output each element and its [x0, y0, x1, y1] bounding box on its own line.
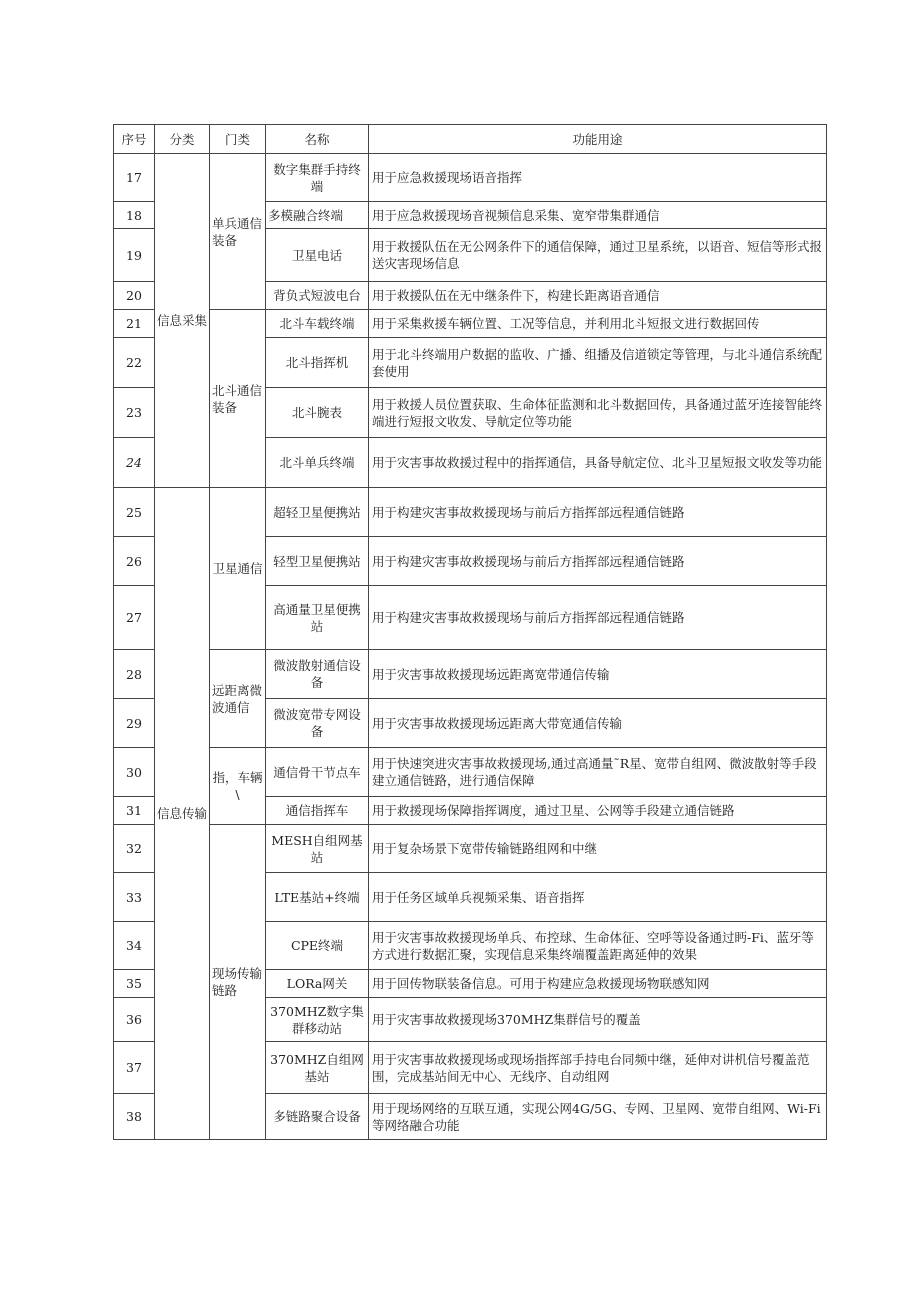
row-no: 24: [114, 438, 155, 488]
table-row: [114, 488, 827, 537]
row-function: 用于灾害事故救援现场单兵、布控球、生命体征、空呼等设备通过眄-Fi、蓝牙等方式进行数据汇聚，实现信息采集终端覆盖距离延伸的效果: [369, 922, 827, 970]
row-name: 370MHZ数字集群移动站: [266, 998, 369, 1042]
row-function: 用于构建灾害事故救援现场与前后方指挥部远程通信链路: [369, 537, 827, 586]
row-function: 用于北斗终端用户数据的监收、广播、组播及信道锁定等管理，与北斗通信系统配套使用: [369, 338, 827, 388]
row-no: 27: [114, 586, 155, 650]
row-function: 用于采集救援车辆位置、工况等信息，并利用北斗短报文进行数据回传: [369, 310, 827, 338]
row-name: LTE基站+终端: [266, 873, 369, 922]
subcategory-cell: 单兵通信装备: [210, 154, 266, 310]
row-no: 29: [114, 699, 155, 748]
row-function: 用于现场网络的互联互通，实现公网4G/5G、专网、卫星网、宽带自组网、Wi-Fi等网络融合功能: [369, 1094, 827, 1140]
subcategory-cell: 卫星通信: [210, 488, 266, 650]
row-function: 用于回传物联装备信息。可用于构建应急救援现场物联感知网: [369, 970, 827, 998]
row-name: 背负式短波电台: [266, 282, 369, 310]
row-function: 用于灾害事故救援现场370MHZ集群信号的覆盖: [369, 998, 827, 1042]
header-subcategory: 门类: [210, 125, 266, 154]
row-name: CPE终端: [266, 922, 369, 970]
row-no: 23: [114, 388, 155, 438]
row-no: 20: [114, 282, 155, 310]
row-function: 用于灾害事故救援现场远距离大带宽通信传输: [369, 699, 827, 748]
row-function: 用于灾害事故救援现场远距离宽带通信传输: [369, 650, 827, 699]
row-function: 用于救援队伍在无中继条件下，构建长距离语音通信: [369, 282, 827, 310]
row-name: 多模融合终端: [266, 202, 369, 229]
row-name: MESH自组网基站: [266, 825, 369, 873]
category-cell: 信息采集: [155, 154, 210, 488]
row-function: 用于救援人员位置获取、生命体征监测和北斗数据回传，具备通过蓝牙连接智能终端进行短报文收发、导航定位等功能: [369, 388, 827, 438]
header-category: 分类: [155, 125, 210, 154]
header-no: 序号: [114, 125, 155, 154]
table-row: [114, 748, 827, 797]
row-function: 用于快速突进灾害事故救援现场,通过高通量˜R星、宽带自组网、微波散射等手段建立通信链路，进行通信保障: [369, 748, 827, 797]
row-no: 26: [114, 537, 155, 586]
subcategory-cell: 指，车辆\: [210, 748, 266, 825]
row-no: 25: [114, 488, 155, 537]
row-function: 用于复杂场景下宽带传输链路组网和中继: [369, 825, 827, 873]
row-name: 轻型卫星便携站: [266, 537, 369, 586]
row-no: 32: [114, 825, 155, 873]
row-function: 用于救援队伍在无公网条件下的通信保障，通过卫星系统，以语音、短信等形式报送灾害现场信息: [369, 229, 827, 282]
row-function: 用于灾害事故救援过程中的指挥通信，具备导航定位、北斗卫星短报文收发等功能: [369, 438, 827, 488]
row-function: 用于应急救援现场音视频信息采集、宽窄带集群通信: [369, 202, 827, 229]
equipment-table: [113, 124, 827, 1140]
row-name: 通信骨干节点车: [266, 748, 369, 797]
row-name: LORa网关: [266, 970, 369, 998]
row-function: 用于构建灾害事故救援现场与前后方指挥部远程通信链路: [369, 488, 827, 537]
subcategory-cell: 北斗通信装备: [210, 310, 266, 488]
row-no: 17: [114, 154, 155, 202]
row-function: 用于救援现场保障指挥调度，通过卫星、公网等手段建立通信链路: [369, 797, 827, 825]
table-row: [114, 154, 827, 202]
row-name: 卫星电话: [266, 229, 369, 282]
row-no: 34: [114, 922, 155, 970]
row-no: 35: [114, 970, 155, 998]
table-row: [114, 310, 827, 338]
row-name: 北斗腕表: [266, 388, 369, 438]
header-function: 功能用途: [369, 125, 827, 154]
header-name: 名称: [266, 125, 369, 154]
subcategory-cell: 远距离微波通信: [210, 650, 266, 748]
row-no: 18: [114, 202, 155, 229]
row-function: 用于应急救援现场语音指挥: [369, 154, 827, 202]
row-no: 36: [114, 998, 155, 1042]
row-no: 38: [114, 1094, 155, 1140]
row-name: 北斗车载终端: [266, 310, 369, 338]
row-name: 北斗单兵终端: [266, 438, 369, 488]
row-no: 37: [114, 1042, 155, 1094]
row-name: 微波宽带专网设备: [266, 699, 369, 748]
row-function: 用于任务区域单兵视频采集、语音指挥: [369, 873, 827, 922]
table-row: [114, 825, 827, 873]
category-cell: 信息传输: [155, 488, 210, 1140]
row-name: 数字集群手持终端: [266, 154, 369, 202]
row-name: 高通量卫星便携站: [266, 586, 369, 650]
subcategory-cell: 现场传输链路: [210, 825, 266, 1140]
row-name: 北斗指挥机: [266, 338, 369, 388]
row-no: 28: [114, 650, 155, 699]
row-name: 超轻卫星便携站: [266, 488, 369, 537]
row-no: 33: [114, 873, 155, 922]
row-no: 31: [114, 797, 155, 825]
row-no: 22: [114, 338, 155, 388]
table-row: [114, 650, 827, 699]
row-function: 用于灾害事故救援现场或现场指挥部手持电台同频中继，延伸对讲机信号覆盖范围，完成基站间无中心、无线序、自动组网: [369, 1042, 827, 1094]
row-name: 微波散射通信设备: [266, 650, 369, 699]
row-no: 19: [114, 229, 155, 282]
row-no: 21: [114, 310, 155, 338]
row-name: 多链路聚合设备: [266, 1094, 369, 1140]
row-name: 通信指挥车: [266, 797, 369, 825]
table-header-row: [114, 125, 827, 154]
row-name: 370MHZ自组网基站: [266, 1042, 369, 1094]
row-function: 用于构建灾害事故救援现场与前后方指挥部远程通信链路: [369, 586, 827, 650]
row-no: 30: [114, 748, 155, 797]
